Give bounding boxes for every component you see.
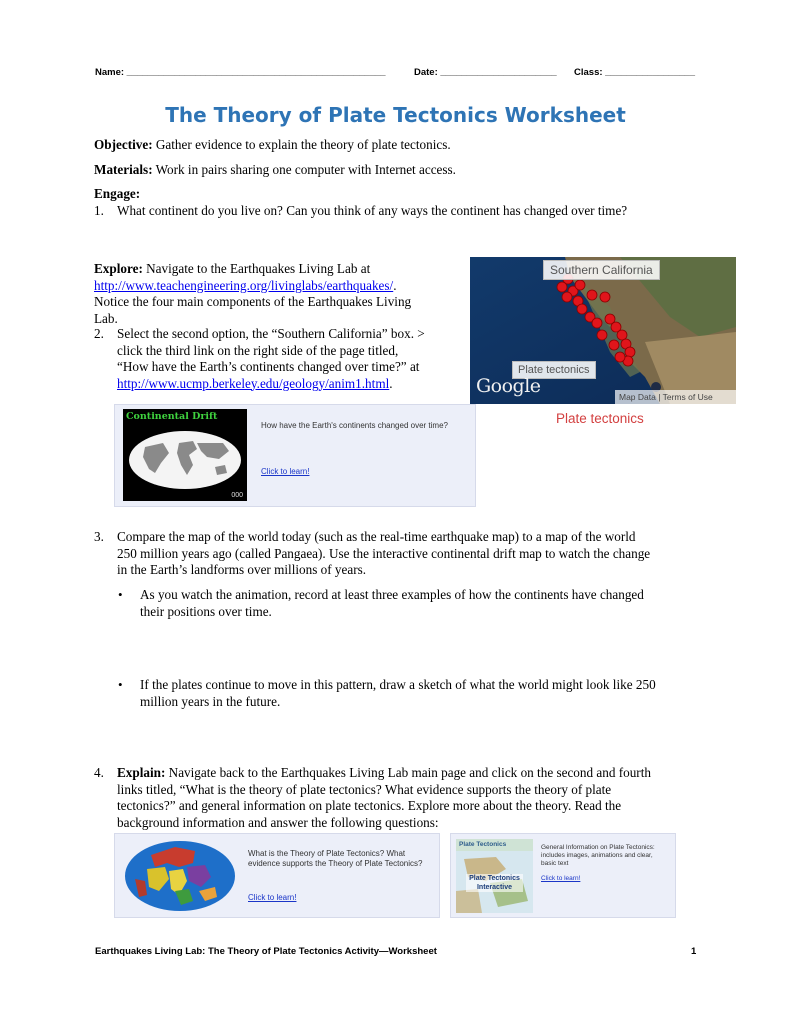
date-field-label: Date: ______________________ bbox=[414, 67, 557, 78]
explore-paragraph bbox=[94, 261, 464, 327]
info-card-text: General Information on Plate Tectonics: includes images, animations and clear, basic text bbox=[541, 844, 655, 867]
explore-label: Explore: bbox=[94, 261, 143, 276]
continental-drift-thumbnail bbox=[123, 409, 247, 501]
page-number: 1 bbox=[691, 946, 697, 957]
objective-paragraph bbox=[94, 137, 451, 154]
explore-lab-text: Lab. bbox=[94, 310, 118, 326]
question-4-line-2: links titled, “What is the theory of plate tectonics? What evidence supports the theory of plate bbox=[117, 781, 612, 797]
bullet-2-text bbox=[140, 677, 720, 710]
page-title: The Theory of Plate Tectonics Worksheet bbox=[165, 103, 626, 127]
question-3-line-1: Compare the map of the world today (such as the real-time earthquake map) to a map of the world bbox=[117, 529, 636, 544]
southern-california-map bbox=[470, 257, 736, 404]
plate-map-thumbnail bbox=[123, 839, 237, 913]
bullet-1-line-1: As you watch the animation, record at least three examples of how the continents have changed bbox=[140, 587, 644, 602]
bullet-1-line-2: their positions over time. bbox=[140, 603, 272, 619]
question-4-number: 4. bbox=[94, 765, 104, 780]
continental-drift-card bbox=[114, 404, 476, 507]
theory-card-link[interactable]: Click to learn! bbox=[248, 893, 297, 902]
name-field-label: Name: _________________________________________________ bbox=[95, 67, 386, 78]
materials-paragraph bbox=[94, 162, 456, 179]
materials-label: Materials: bbox=[94, 162, 153, 177]
bullet-1-text bbox=[140, 587, 720, 620]
plate-tectonics-info-card bbox=[450, 833, 676, 918]
thumbnail-title: Continental Drift bbox=[126, 411, 218, 422]
map-attribution: Map Data | Terms of Use bbox=[615, 390, 736, 404]
world-map-thumbnail bbox=[127, 429, 243, 491]
materials-text: Work in pairs sharing one computer with Internet access. bbox=[152, 162, 456, 177]
link-period: . bbox=[393, 277, 397, 293]
info-card-link[interactable]: Click to learn! bbox=[541, 875, 581, 882]
footer-text: Earthquakes Living Lab: The Theory of Plate Tectonics Activity—Worksheet bbox=[95, 946, 437, 957]
explain-label: Explain: bbox=[117, 765, 166, 780]
engage-heading: Engage: bbox=[94, 186, 141, 201]
objective-text: Gather evidence to explain the theory of plate tectonics. bbox=[152, 137, 451, 152]
class-field-label: Class: _________________ bbox=[574, 67, 695, 78]
objective-label: Objective: bbox=[94, 137, 153, 152]
bullet-2-line-1: If the plates continue to move in this pattern, draw a sketch of what the world might look like 250 bbox=[140, 677, 656, 692]
thumbnail-center-label: Plate Tectonics Interactive bbox=[466, 874, 523, 892]
plate-tectonics-thumbnail bbox=[456, 839, 533, 913]
question-2-line-2: click the third link on the right side of the page titled, bbox=[117, 342, 399, 358]
question-4-line-1: Navigate back to the Earthquakes Living Lab main page and click on the second and fourth bbox=[165, 765, 651, 780]
question-2-number: 2. bbox=[94, 326, 104, 341]
thumbnail-title: Plate Tectonics bbox=[459, 841, 507, 848]
question-4-line-4: background information and answer the following questions: bbox=[117, 814, 439, 830]
question-3-text bbox=[117, 529, 717, 579]
thumbnail-counter: 000 bbox=[231, 492, 243, 499]
question-1-number: 1. bbox=[94, 203, 104, 218]
bullet-2-line-2: million years in the future. bbox=[140, 693, 281, 709]
ucmp-animation-link[interactable]: http://www.ucmp.berkeley.edu/geology/anim1.html bbox=[117, 375, 390, 391]
bullet-dot: • bbox=[118, 677, 123, 692]
question-3-number: 3. bbox=[94, 529, 104, 544]
theory-card-question: What is the Theory of Plate Tectonics? What evidence supports the Theory of Plate Tectonics? bbox=[248, 849, 423, 868]
question-3-line-2: 250 million years ago (called Pangaea). Use the interactive continental drift map to watch the change bbox=[117, 545, 651, 561]
theory-card bbox=[114, 833, 440, 918]
question-4-line-3: tectonics?” and general information on plate tectonics. Explore more about the theory. Read the bbox=[117, 798, 622, 813]
question-4-text bbox=[117, 765, 717, 831]
explore-text: Navigate to the Earthquakes Living Lab at bbox=[142, 261, 371, 276]
question-2-text bbox=[117, 326, 467, 392]
link-period: . bbox=[389, 375, 393, 391]
bullet-dot: • bbox=[118, 587, 123, 602]
google-logo: Google bbox=[476, 375, 541, 397]
plate-tectonics-caption: Plate tectonics bbox=[556, 411, 644, 426]
question-3-line-3: in the Earth’s landforms over millions of years. bbox=[117, 562, 367, 577]
living-lab-link[interactable]: http://www.teachengineering.org/livinglabs/earthquakes/ bbox=[94, 277, 394, 293]
explore-notice-text: Notice the four main components of the Earthquakes Living bbox=[94, 294, 412, 309]
drift-card-question: How have the Earth's continents changed over time? bbox=[261, 421, 448, 430]
drift-card-link[interactable]: Click to learn! bbox=[261, 467, 310, 476]
question-2-line-1: Select the second option, the “Southern California” box. > bbox=[117, 326, 425, 341]
question-2-line-3: “How have the Earth’s continents changed over time?” at bbox=[117, 359, 420, 374]
map-label-plate-tectonics: Plate tectonics bbox=[512, 361, 596, 379]
question-1-text: What continent do you live on? Can you think of any ways the continent has changed over time? bbox=[117, 203, 628, 218]
map-label-southern-california: Southern California bbox=[543, 260, 660, 280]
